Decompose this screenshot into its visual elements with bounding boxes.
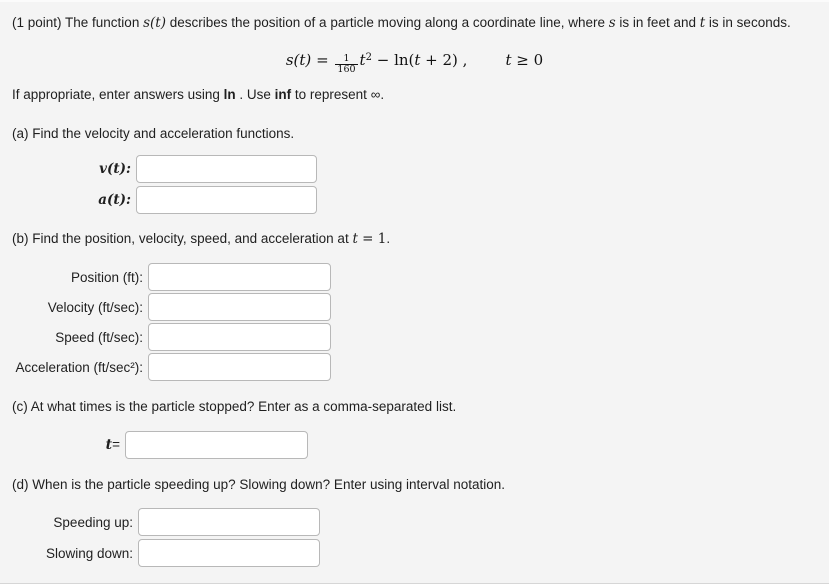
part-c-answers <box>0 431 829 459</box>
fraction-1-over-160: $\frac{1}{160}$ <box>337 53 356 75</box>
velocity-function-row <box>0 155 829 183</box>
slowing-down-input[interactable] <box>138 539 320 567</box>
position-label: Position (ft): <box>70 269 143 285</box>
position-row <box>0 263 829 291</box>
position-function-formula: s(t) = $\frac{1}{160}$ $t^2 - \ln(t + 2)$ , t ≥ 0 <box>285 51 544 75</box>
part-b-answers <box>0 263 829 381</box>
velocity-row <box>0 293 829 321</box>
infinity-symbol: ∞ <box>370 87 381 102</box>
velocity-function-label: v(t): <box>99 161 131 177</box>
problem-statement: (1 point) The function s(t) describes the position of a particle moving along a coordinate line, where s is in feet and t is in seconds. <box>12 15 791 31</box>
math-t-equals-1-var: t <box>352 231 358 247</box>
domain-condition: t ≥ 0 <box>505 51 544 69</box>
stopped-times-row <box>0 431 829 459</box>
velocity-at-t1-input[interactable] <box>148 293 331 321</box>
acceleration-function-label: a(t): <box>98 192 131 208</box>
acceleration-function-row <box>0 186 829 214</box>
math-s-of-t: s(t) <box>143 15 166 31</box>
speed-at-t1-input[interactable] <box>148 323 331 351</box>
entry-instructions: If appropriate, enter answers using ln . Use inf to represent ∞. <box>12 87 385 102</box>
part-a-answers <box>0 155 829 214</box>
speeding-up-label: Speeding up: <box>53 514 133 530</box>
acceleration-label: Acceleration (ft/sec²): <box>15 359 143 375</box>
part-a-heading: (a) Find the velocity and acceleration functions. <box>12 126 295 141</box>
part-d-heading: (d) When is the particle speeding up? Slowing down? Enter using interval notation. <box>12 477 506 492</box>
part-d-answers <box>0 508 829 567</box>
math-s: s <box>608 15 616 31</box>
speed-label: Speed (ft/sec): <box>55 329 143 345</box>
speeding-up-input[interactable] <box>138 508 320 536</box>
inf-keyword: inf <box>274 87 292 102</box>
slowing-down-label: Slowing down: <box>45 545 133 561</box>
velocity-label: Velocity (ft/sec): <box>47 299 143 315</box>
slowing-down-row <box>0 539 829 567</box>
speeding-up-row <box>0 508 829 536</box>
ln-keyword: ln <box>223 87 236 102</box>
part-b-heading: (b) Find the position, velocity, speed, and acceleration at t = 1. <box>12 231 391 247</box>
math-t: t <box>699 15 706 31</box>
acceleration-function-input[interactable] <box>136 186 317 214</box>
stopped-times-input[interactable] <box>125 431 308 459</box>
acceleration-row <box>0 353 829 381</box>
velocity-function-input[interactable] <box>136 155 317 183</box>
speed-row <box>0 323 829 351</box>
position-at-t1-input[interactable] <box>148 263 331 291</box>
part-c-heading: (c) At what times is the particle stopped? Enter as a comma-separated list. <box>12 399 457 414</box>
stopped-times-label: t= <box>105 437 120 453</box>
acceleration-at-t1-input[interactable] <box>148 353 331 381</box>
